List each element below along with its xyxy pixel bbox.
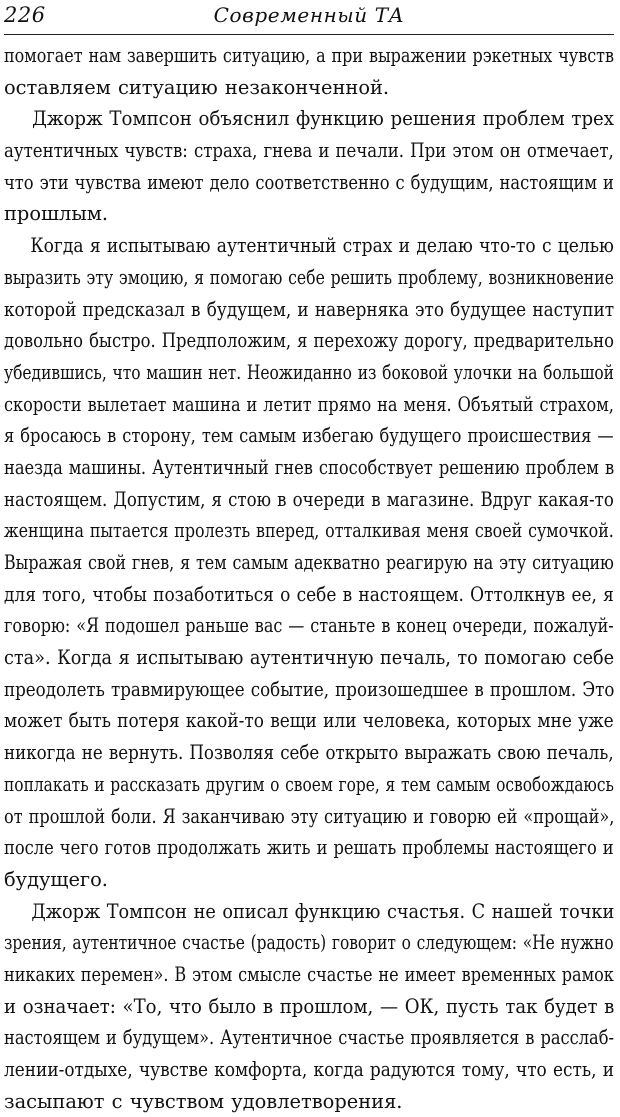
text-line: ста». Когда я испытываю аутентичную печаль, то помогаю себе — [4, 646, 615, 670]
text-line: помогает нам завершить ситуацию, а при выражении рэкетных чувств — [4, 44, 614, 67]
book-page — [4, 0, 615, 1113]
text-line: лении-отдыхе, чувстве комфорта, когда радуются тому, что есть, и — [4, 1058, 614, 1081]
text-line: будущего. — [4, 867, 108, 891]
text-line: убедившись, что машин нет. Неожиданно из боковой улочки на большой — [4, 360, 614, 384]
text-line: Когда я испытываю аутентичный страх и делаю что-то с целью — [30, 234, 614, 258]
text-line: засыпают с чувством удовлетворения. — [4, 1089, 403, 1113]
text-line: настоящем и будущем». Аутентичное счастье проявляется в расслаб- — [4, 1026, 615, 1050]
page-number: 226 — [4, 3, 46, 27]
text-line: я бросаюсь в сторону, тем самым избегаю будущего происшествия — — [4, 424, 614, 448]
text-line: от прошлой боли. Я заканчиваю эту ситуацию и говорю ей «прощай», — [4, 804, 615, 828]
page-header — [4, 0, 614, 35]
text-line: для того, чтобы позаботиться о себе в настоящем. Оттолкнув ее, я — [4, 582, 614, 606]
text-line: никогда не вернуть. Позволяя себе открыто выражать свою печаль, — [4, 741, 614, 765]
text-line: преодолеть травмирующее событие, произошедшее в прошлом. Это — [4, 677, 615, 701]
text-line: настоящем. Допустим, я стою в очереди в магазине. Вдруг какая-то — [4, 487, 614, 511]
text-line: оставляем ситуацию незаконченной. — [4, 75, 390, 99]
text-line: Выражая свой гнев, я тем самым адекватно реагирую на эту ситуацию — [4, 551, 614, 574]
text-line: после чего готов продолжать жить и решать проблемы настоящего и — [4, 836, 614, 860]
text-line: которой предсказал в будущем, и наверняка это будущее наступит — [4, 297, 615, 321]
body-text — [4, 40, 614, 1117]
text-line: Джорж Томпсон не описал функцию счастья. С нашей точки — [31, 899, 615, 923]
text-line: что эти чувства имеют дело соответственно с будущим, настоящим и — [4, 170, 614, 194]
text-line: скорости вылетает машина и летит прямо на меня. Объятый страхом, — [4, 392, 614, 416]
text-line: поплакать и рассказать другим о своем горе, я тем самым освобождаюсь — [4, 772, 614, 796]
text-line: говорю: «Я подошел раньше вас — станьте в конец очереди, пожалуй- — [4, 614, 614, 638]
text-line: Джорж Томпсон объяснил функцию решения проблем трех — [32, 107, 615, 131]
text-line: никаких перемен». В этом смысле счастье не имеет временных рамок — [4, 962, 614, 986]
running-title: Современный ТА — [213, 3, 405, 27]
text-line: женщина пытается пролезть вперед, отталкивая меня своей сумочкой. — [4, 519, 614, 543]
text-line: наезда машины. Аутентичный гнев способствует решению проблем в — [4, 455, 615, 479]
text-line: и означает: «То, что было в прошлом, — ОК, пусть так будет в — [4, 994, 615, 1018]
text-line: довольно быстро. Предположим, я перехожу дорогу, предварительно — [4, 329, 614, 353]
text-line: может быть потеря какой-то вещи или человека, которых мне уже — [4, 709, 614, 733]
text-line: аутентичных чувств: страха, гнева и печали. При этом он отмечает, — [4, 139, 614, 163]
text-line: выразить эту эмоцию, я помогаю себе решить проблему, возникновение — [4, 265, 614, 289]
text-line: зрения, аутентичное счастье (радость) говорит о следующем: «Не нужно — [4, 931, 614, 955]
text-line: прошлым. — [4, 202, 109, 226]
